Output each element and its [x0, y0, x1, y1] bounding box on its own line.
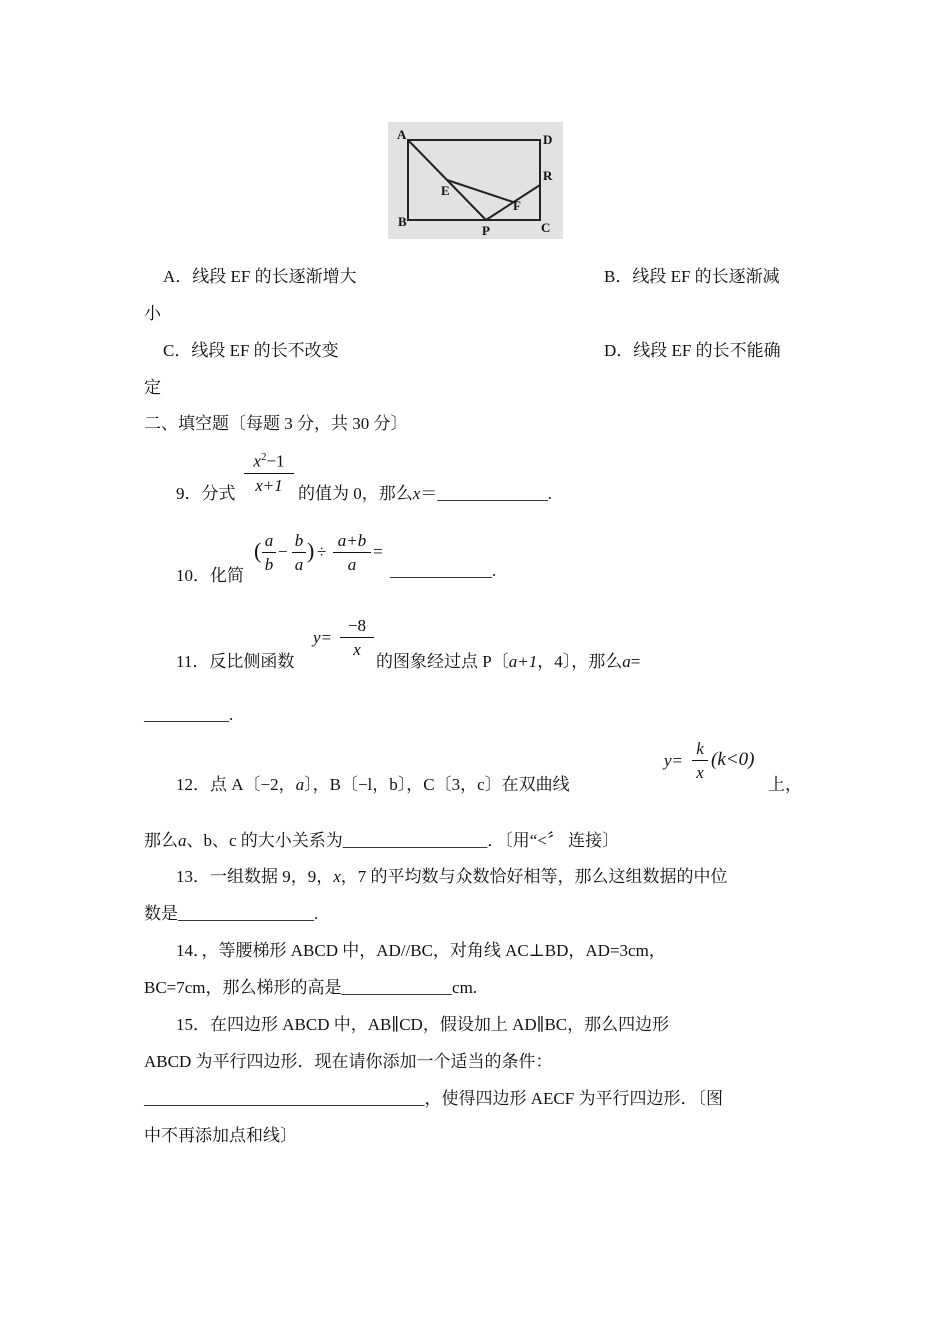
q9-mid: 的值为 0，那么 [298, 484, 413, 503]
q11-expr: a+1 [508, 652, 538, 671]
label-e: E [441, 183, 450, 198]
q12-line2-var: a [178, 831, 187, 850]
q12-cond: (k<0) [711, 749, 755, 770]
q10-f3-num: a+b [337, 531, 367, 550]
q10-frac2 [292, 530, 306, 577]
q8-option-d-cont: 定 [144, 378, 161, 397]
label-f: F [513, 198, 521, 213]
q12-line2-rest: 、b、c 的大小关系为_________________．〔用“<〞 连接〕 [186, 831, 620, 850]
q11-den: x [353, 640, 361, 659]
label-d: D [543, 132, 553, 147]
q11-eq: = [630, 652, 641, 671]
q15-line3: _________________________________，使得四边形 AECF 为平行四边形．〔图 [144, 1089, 723, 1108]
q12-num: k [696, 739, 704, 758]
q12-fraction [692, 738, 708, 785]
q10-frac1 [262, 530, 276, 577]
q10-f1-num: a [264, 531, 274, 550]
q13-line2: 数是________________. [144, 904, 319, 923]
q11-blank: __________. [144, 705, 234, 724]
q9-blank: _____________. [437, 484, 553, 503]
q11-prefix: 11．反比侧函数 [176, 652, 295, 671]
q11-var: a [622, 652, 631, 671]
label-a: A [397, 127, 407, 142]
q8-option-d: D．线段 EF 的长不能确 [604, 341, 781, 360]
geometry-diagram [388, 122, 563, 239]
q9-var: x [412, 484, 421, 503]
q10-minus: − [278, 542, 288, 561]
q11-y-eq: y= [313, 628, 333, 647]
section-heading: 二、填空题〔每题 3 分，共 30 分〕 [144, 414, 408, 433]
q10-lparen: ( [254, 538, 262, 563]
q14-line2: BC=7cm，那么梯形的高是_____________cm. [144, 978, 478, 997]
q8-option-c: C．线段 EF 的长不改变 [163, 341, 339, 360]
q12-y-eq: y= [664, 751, 684, 770]
q9-num-rest: −1 [266, 451, 285, 471]
label-r: R [543, 168, 553, 183]
q9-eq: ＝ [420, 484, 438, 503]
q9-prefix: 9．分式 [176, 484, 236, 503]
q11-fraction [340, 615, 374, 662]
label-c: C [541, 220, 551, 235]
q10-prefix: 10．化简 [176, 566, 244, 585]
q10-eq: = [373, 542, 383, 561]
q15-line4: 中不再添加点和线〕 [144, 1126, 297, 1145]
q9-den: x+1 [255, 475, 283, 495]
q13-var: x [333, 867, 341, 886]
q12-var-a: a [295, 775, 305, 794]
q10-f2-den: a [294, 555, 304, 574]
q10-f1-den: b [264, 555, 274, 574]
q11-mid: 的图象经过点 P〔 [376, 652, 509, 671]
label-p: P [482, 223, 490, 238]
q14-line1: 14．，等腰梯形 ABCD 中，AD//BC，对角线 AC⊥BD，AD=3cm， [176, 941, 666, 960]
q9-num-base: x [253, 451, 261, 471]
label-b: B [398, 214, 407, 229]
q8-option-a: A．线段 EF 的长逐渐增大 [163, 267, 357, 286]
q10-f2-num: b [294, 531, 304, 550]
q9-fraction [244, 446, 294, 498]
q12-line2 [144, 826, 619, 851]
q10-rparen: ) [307, 538, 315, 563]
q11-line [376, 647, 640, 672]
q8-option-b-cont: 小 [144, 304, 161, 323]
q11-num: −8 [347, 616, 367, 635]
q10-blank: ____________. [390, 561, 497, 580]
q11-rest: ，4〕，那么 [537, 652, 623, 671]
q10-f3-den: a [347, 555, 357, 574]
q12-den: x [696, 763, 704, 782]
q13-text1: 13．一组数据 9，9， [176, 867, 334, 886]
q12-text3: 上， [768, 775, 802, 794]
q9-num-exp: 2 [260, 451, 267, 463]
q12-text2: 〕，B〔−l，b〕，C〔3，c〕在双曲线 [304, 775, 570, 794]
geometry-figure [388, 122, 563, 239]
q12-line1 [176, 770, 570, 795]
q10-div: ÷ [317, 542, 327, 561]
q15-line2: ABCD 为平行四边形．现在请你添加一个适当的条件： [144, 1052, 553, 1071]
q13-text2: ，7 的平均数与众数恰好相等，那么这组数据的中位 [340, 867, 728, 886]
q10-frac3 [333, 530, 371, 577]
q12-line2-prefix: 那么 [144, 831, 178, 850]
q13-line1 [176, 862, 728, 887]
q15-line1: 15．在四边形 ABCD 中，AB∥CD，假设加上 AD∥BC，那么四边形 [176, 1015, 670, 1034]
q12-text1: 12．点 A〔−2， [176, 775, 296, 794]
q8-option-b: B．线段 EF 的长逐渐减 [604, 267, 780, 286]
q9-line [298, 479, 552, 504]
